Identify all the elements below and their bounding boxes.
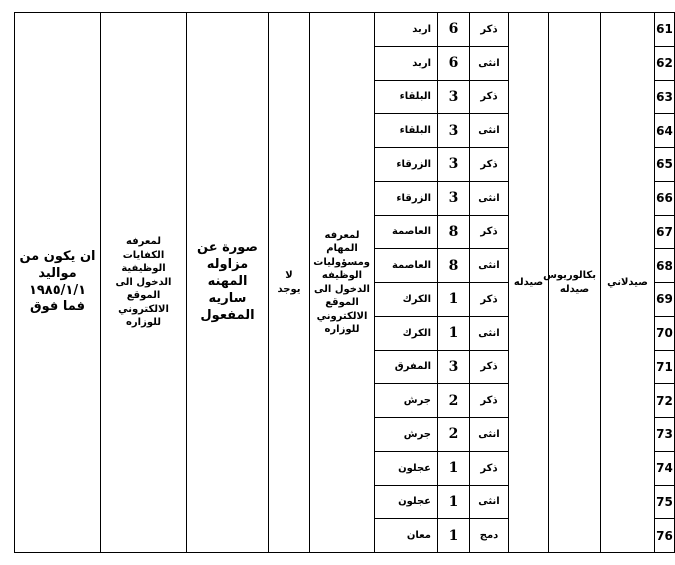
row-number-cell: 64 [655,114,675,148]
gender-cell: دمج [470,519,509,553]
governorate-cell: اربد [375,46,438,80]
row-number-cell: 67 [655,215,675,249]
gender-cell: ذكر [470,283,509,317]
table-body [15,13,675,553]
governorate-cell: جرش [375,384,438,418]
governorate-cell: العاصمة [375,249,438,283]
governorate-cell: عجلون [375,451,438,485]
gender-cell: ذكر [470,215,509,249]
gender-cell: ذكر [470,13,509,47]
row-number-cell: 74 [655,451,675,485]
governorate-cell: عجلون [375,485,438,519]
row-number-cell: 66 [655,181,675,215]
count-cell: 1 [438,519,470,553]
row-number-cell: 68 [655,249,675,283]
row-number-cell: 62 [655,46,675,80]
count-cell: 1 [438,283,470,317]
governorate-cell: الكرك [375,316,438,350]
count-cell: 3 [438,148,470,182]
gender-cell: ذكر [470,451,509,485]
governorate-cell: معان [375,519,438,553]
count-cell: 8 [438,215,470,249]
governorate-cell: جرش [375,418,438,452]
competencies-note-cell: لمعرفه الكفايات الوظيفية الدخول الى الموقع الالكتروني للوزاره [101,13,187,553]
row-number-cell: 71 [655,350,675,384]
gender-cell: ذكر [470,80,509,114]
gender-cell: انثى [470,114,509,148]
duties-note-cell: لمعرفه المهام ومسؤوليات الوظيفه الدخول الى الموقع الالكتروني للوزاره [310,13,375,553]
license-copy-cell: صورة عن مزاوله المهنه ساريه المفعول [187,13,269,553]
governorate-cell: البلقاء [375,80,438,114]
governorate-cell: الكرك [375,283,438,317]
governorate-cell: الزرقاء [375,181,438,215]
count-cell: 2 [438,418,470,452]
count-cell: 3 [438,181,470,215]
row-number-cell: 76 [655,519,675,553]
row-number-cell: 70 [655,316,675,350]
count-cell: 1 [438,316,470,350]
gender-cell: ذكر [470,350,509,384]
gender-cell: انثى [470,316,509,350]
age-condition-cell: ان يكون من مواليد ١٩٨٥/١/١ فما فوق [15,13,101,553]
row-number-cell: 72 [655,384,675,418]
row-number-cell: 69 [655,283,675,317]
governorate-cell: اربد [375,13,438,47]
count-cell: 1 [438,485,470,519]
governorate-cell: العاصمة [375,215,438,249]
count-cell: 3 [438,350,470,384]
row-number-cell: 73 [655,418,675,452]
gender-cell: انثى [470,249,509,283]
none-cell: لا يوجد [269,13,310,553]
governorate-cell: البلقاء [375,114,438,148]
governorate-cell: الزرقاء [375,148,438,182]
row-number-cell: 63 [655,80,675,114]
table-row [15,13,675,47]
gender-cell: انثى [470,485,509,519]
row-number-cell: 61 [655,13,675,47]
gender-cell: ذكر [470,384,509,418]
row-number-cell: 75 [655,485,675,519]
gender-cell: انثى [470,418,509,452]
count-cell: 1 [438,451,470,485]
count-cell: 8 [438,249,470,283]
count-cell: 2 [438,384,470,418]
governorate-cell: المفرق [375,350,438,384]
count-cell: 3 [438,114,470,148]
gender-cell: ذكر [470,148,509,182]
count-cell: 6 [438,13,470,47]
positions-table [14,12,675,553]
job-title-cell: صيدلاني [601,13,655,553]
count-cell: 6 [438,46,470,80]
gender-cell: انثى [470,181,509,215]
row-number-cell: 65 [655,148,675,182]
qualification-cell: بكالوريوس صيدله [549,13,601,553]
specialization-cell: صيدله [509,13,549,553]
count-cell: 3 [438,80,470,114]
gender-cell: انثى [470,46,509,80]
